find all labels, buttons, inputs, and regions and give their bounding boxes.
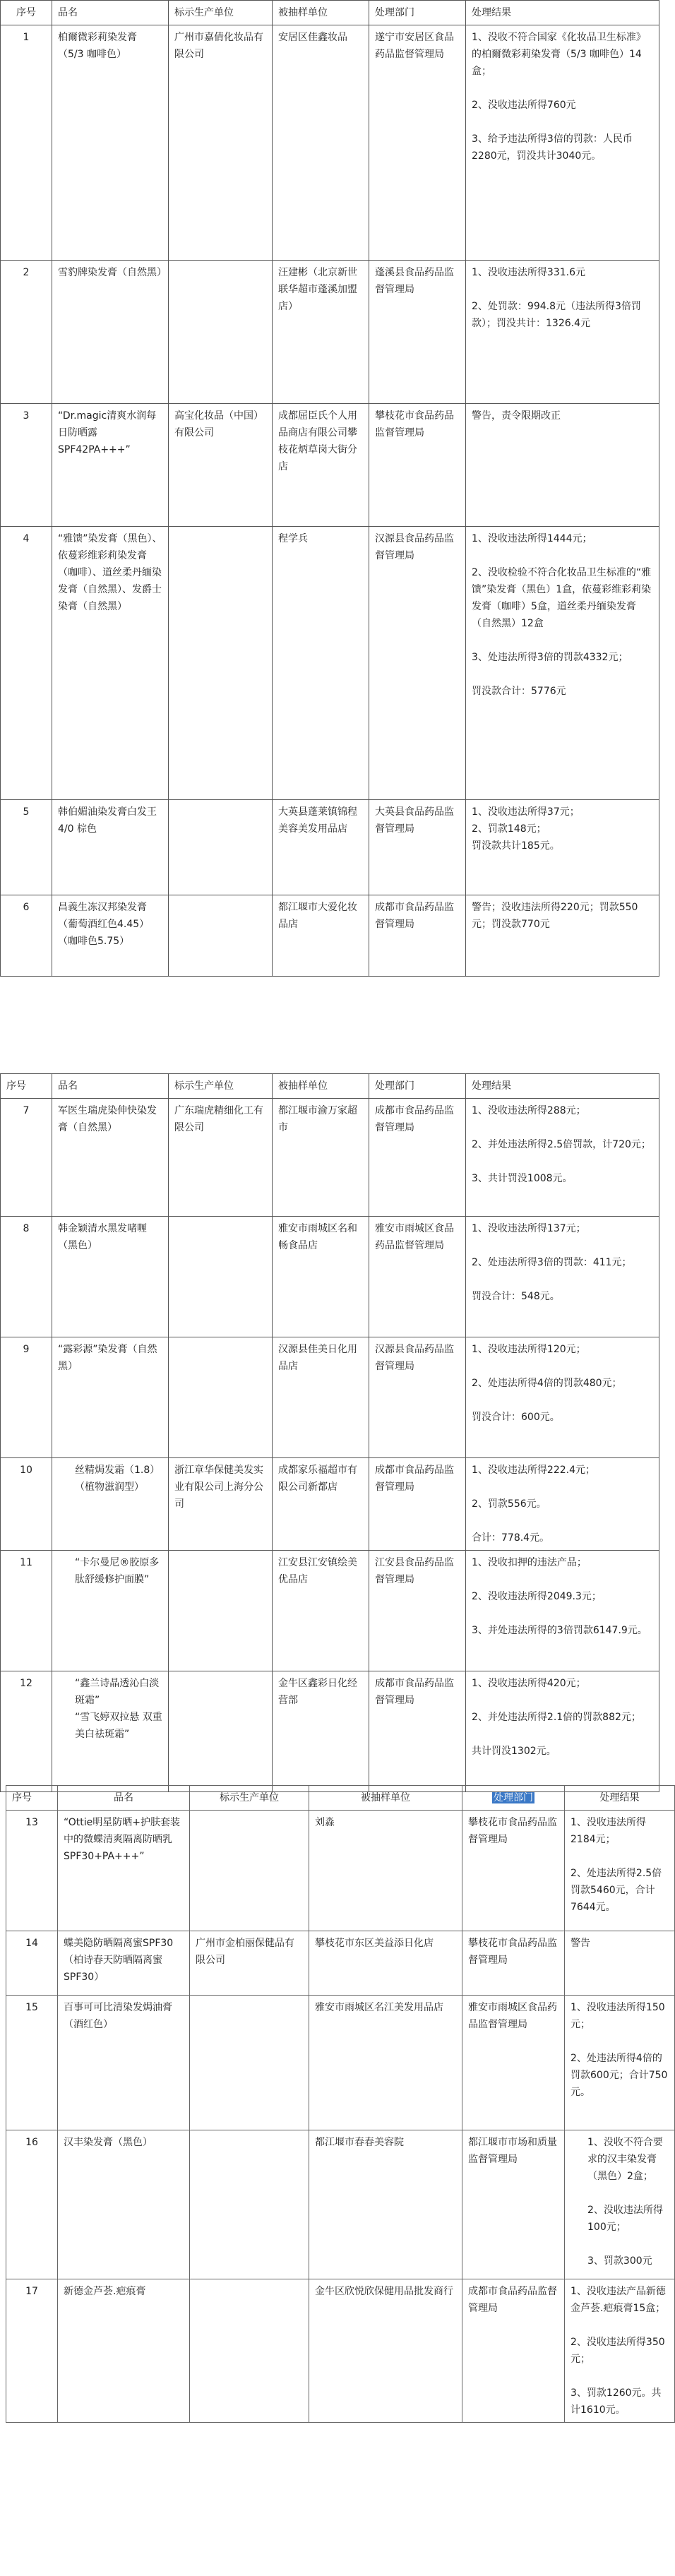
table-row [1,1217,659,1337]
table-row [6,1811,675,1931]
table-row [1,25,659,261]
header-seq: 序号 [1,1074,52,1099]
table-row [1,1337,659,1458]
cell-seq: 13 [6,1811,58,1931]
cell-seq: 14 [6,1931,58,1996]
cell-sampled-unit: 雅安市雨城区名江美发用品店 [309,1996,462,2130]
header-seq: 序号 [6,1786,58,1811]
cell-sampled-unit: 汉源县佳美日化用品店 [273,1337,369,1458]
cell-result: 1、没收扣押的违法产品； 2、没收违法所得2049.3元； 3、并处违法所得的3倍罚款6147.9元。 [466,1551,659,1671]
cell-result: 1、没收违法所得1444元； 2、没收检验不符合化妆品卫生标准的“雅馈”染发膏（黑色）1盒，依蔓彩维彩莉染发膏（咖啡）5盒，道丝柔丹缅染发膏（自然黑）12盒 3、处违法所得3倍的罚款4332元； 罚没款合计：5776元 [466,527,659,800]
cell-sampled-unit: 都江堰市大爱化妆品店 [273,895,369,977]
cell-result: 1、没收违法产品新德金芦荟.疤痕膏15盒； 2、没收违法所得350元； 3、罚款1260元。共计1610元。 [565,2279,675,2423]
header-result: 处理结果 [466,1074,659,1099]
table-row [1,1671,659,1792]
header-product: 品名 [58,1786,190,1811]
table-row [1,895,659,977]
cell-product: 韩伯媚油染发膏白发王4/0 棕色 [52,800,169,895]
cell-department: 攀枝花市食品药品监督管理局 [369,404,466,527]
cell-sampled-unit: 金牛区欣悦欣保健用品批发商行 [309,2279,462,2423]
cell-producer [190,1811,309,1931]
table-header-row [6,1786,675,1811]
cell-result: 1、没收违法所得150元； 2、处违法所得4倍的罚款600元；合计750元。 [565,1996,675,2130]
cell-product: 昌義生冻汉邦染发膏（葡萄酒红色4.45）（咖啡色5.75） [52,895,169,977]
cell-producer [169,1337,273,1458]
table-header-row [1,1,659,25]
cell-sampled-unit: 江安县江安镇绘美优品店 [273,1551,369,1671]
cell-sampled-unit: 成都屈臣氏个人用品商店有限公司攀枝花炳草岗大街分店 [273,404,369,527]
table-row [1,261,659,404]
cell-department: 汉源县食品药品监督管理局 [369,527,466,800]
cell-product: “Ottie明星防晒+护肤套装中的微蝶清爽隔离防晒乳 SPF30+PA+++” [58,1811,190,1931]
cell-sampled-unit: 安居区佳鑫妆品 [273,25,369,261]
table-row [6,1996,675,2130]
sanction-table-part-2 [0,1073,659,1792]
cell-department: 蓬溪县食品药品监督管理局 [369,261,466,404]
cell-result: 1、没收违法所得331.6元 2、处罚款：994.8元（违法所得3倍罚款）；罚没共计：1326.4元 [466,261,659,404]
cell-producer [169,895,273,977]
cell-seq: 5 [1,800,52,895]
cell-result: 1、没收不符合国家《化妆品卫生标准》的柏爾微彩莉染发膏（5/3 咖啡色）14盒； 2、没收违法所得760元 3、给予违法所得3倍的罚款：人民币2280元，罚没共计3040元。 [466,25,659,261]
cell-department: 雅安市雨城区食品药品监督管理局 [369,1217,466,1337]
table-row [1,800,659,895]
cell-department: 成都市食品药品监督管理局 [462,2279,565,2423]
cell-result: 1、没收违法所得288元； 2、并处违法所得2.5倍罚款，计720元； 3、共计罚没1008元。 [466,1099,659,1217]
cell-seq: 9 [1,1337,52,1458]
cell-department: 遂宁市安居区食品药品监督管理局 [369,25,466,261]
cell-product: 百事可可比清染发焗油膏（酒红色） [58,1996,190,2130]
table-row [1,1551,659,1671]
cell-result: 警告；没收违法所得220元；罚款550元；罚没款770元 [466,895,659,977]
cell-department: 雅安市雨城区食品药品监督管理局 [462,1996,565,2130]
cell-sampled-unit: 都江堰市春春美容院 [309,2130,462,2279]
cell-result: 1、没收违法所得222.4元； 2、罚款556元。 合计：778.4元。 [466,1458,659,1551]
table-row [6,2279,675,2423]
cell-department: 成都市食品药品监督管理局 [369,1099,466,1217]
cell-producer [169,261,273,404]
cell-producer [169,1217,273,1337]
header-sampled-unit: 被抽样单位 [273,1074,369,1099]
cell-seq: 1 [1,25,52,261]
cell-producer [169,1671,273,1792]
cell-producer: 广州市金柏丽保健品有限公司 [190,1931,309,1996]
cell-seq: 10 [1,1458,52,1551]
cell-product: 柏爾微彩莉染发膏（5/3 咖啡色） [52,25,169,261]
cell-department: 汉源县食品药品监督管理局 [369,1337,466,1458]
cell-department: 成都市食品药品监督管理局 [369,895,466,977]
cell-product: 新德金芦荟.疤痕膏 [58,2279,190,2423]
table-row [1,404,659,527]
cell-producer [169,527,273,800]
cell-product: “鑫兰诗晶透沁白淡斑霜” “雪飞婷双拉悬 双重美白祛斑霜” [52,1671,169,1792]
cell-product: “露彩源”染发膏（自然黑） [52,1337,169,1458]
cell-seq: 3 [1,404,52,527]
cell-seq: 12 [1,1671,52,1792]
cell-producer: 高宝化妆品（中国）有限公司 [169,404,273,527]
cell-department: 大英县食品药品监督管理局 [369,800,466,895]
cell-result: 警告，责令限期改正 [466,404,659,527]
header-seq: 序号 [1,1,52,25]
cell-department: 攀枝花市食品药品监督管理局 [462,1931,565,1996]
cell-sampled-unit: 雅安市雨城区名和畅食品店 [273,1217,369,1337]
header-result: 处理结果 [466,1,659,25]
cell-department: 都江堰市市场和质量监督管理局 [462,2130,565,2279]
cell-product: “雅馈”染发膏（黑色）、 依蔓彩维彩莉染发膏（咖啡）、道丝柔丹缅染发膏（自然黑）、发爵士染膏（自然黑） [52,527,169,800]
cell-result: 1、没收违法所得420元； 2、并处违法所得2.1倍的罚款882元； 共计罚没1302元。 [466,1671,659,1792]
header-producer: 标示生产单位 [169,1074,273,1099]
cell-producer: 广州市嘉倩化妆品有限公司 [169,25,273,261]
table-row [1,1099,659,1217]
cell-seq: 8 [1,1217,52,1337]
cell-sampled-unit: 程学兵 [273,527,369,800]
cell-result: 1、没收违法所得37元； 2、罚款148元； 罚没款共计185元。 [466,800,659,895]
cell-result: 1、没收违法所得2184元； 2、处违法所得2.5倍罚款5460元，合计7644元。 [565,1811,675,1931]
cell-producer [190,1996,309,2130]
cell-product: 汉丰染发膏（黑色） [58,2130,190,2279]
cell-department: 成都市食品药品监督管理局 [369,1458,466,1551]
cell-sampled-unit: 金牛区鑫彩日化经营部 [273,1671,369,1792]
cell-producer: 广东瑞虎精细化工有限公司 [169,1099,273,1217]
cell-producer [169,800,273,895]
header-result: 处理结果 [565,1786,675,1811]
sanction-table-part-3 [6,1785,675,2423]
cell-department: 攀枝花市食品药品监督管理局 [462,1811,565,1931]
cell-sampled-unit: 汪建彬（北京新世联华超市蓬溪加盟店） [273,261,369,404]
table-row [1,527,659,800]
header-product: 品名 [52,1,169,25]
header-department: 处理部门 [369,1,466,25]
table-row [1,1458,659,1551]
header-department-highlight: 处理部门 [494,1792,533,1803]
cell-product: 雪豹牌染发膏（自然黑） [52,261,169,404]
header-sampled-unit: 被抽样单位 [309,1786,462,1811]
cell-seq: 15 [6,1996,58,2130]
cell-producer [190,2130,309,2279]
cell-seq: 16 [6,2130,58,2279]
cell-department: 成都市食品药品监督管理局 [369,1671,466,1792]
cell-product: 蝶美隐防晒隔离蜜SPF30（柏诗春天防晒隔离蜜SPF30） [58,1931,190,1996]
cell-department: 江安县食品药品监督管理局 [369,1551,466,1671]
cell-seq: 7 [1,1099,52,1217]
cell-seq: 4 [1,527,52,800]
cell-producer [190,2279,309,2423]
cell-result: 1、没收违法所得137元； 2、处违法所得3倍的罚款：411元； 罚没合计：548元。 [466,1217,659,1337]
cell-result: 1、没收不符合要求的汉丰染发膏（黑色）2盒； 2、没收违法所得100元； 3、罚款300元 [565,2130,675,2279]
cell-sampled-unit: 刘淼 [309,1811,462,1931]
cell-product: “卡尔曼尼®胶原多肽舒缓修护面膜” [52,1551,169,1671]
cell-seq: 2 [1,261,52,404]
cell-seq: 11 [1,1551,52,1671]
sanction-table-part-1 [0,0,659,977]
cell-product: 韩金颖清水黑发啫喱（黑色） [52,1217,169,1337]
table-row [6,1931,675,1996]
cell-product: “Dr.magic清爽水润每日防晒露SPF42PA+++” [52,404,169,527]
cell-result: 警告 [565,1931,675,1996]
header-department: 处理部门 [369,1074,466,1099]
cell-product: 丝精焗发霜（1.8）（植物滋润型） [52,1458,169,1551]
header-sampled-unit: 被抽样单位 [273,1,369,25]
cell-sampled-unit: 成都家乐福超市有限公司新都店 [273,1458,369,1551]
header-product: 品名 [52,1074,169,1099]
cell-result: 1、没收违法所得120元； 2、处违法所得4倍的罚款480元； 罚没合计：600元。 [466,1337,659,1458]
cell-product: 军医生瑞虎染伸快染发膏（自然黑） [52,1099,169,1217]
cell-producer [169,1551,273,1671]
cell-sampled-unit: 大英县蓬莱镇锦程美容美发用品店 [273,800,369,895]
header-producer: 标示生产单位 [169,1,273,25]
table-header-row [1,1074,659,1099]
header-department [462,1786,565,1811]
cell-producer: 浙江章华保健美发实业有限公司上海分公司 [169,1458,273,1551]
cell-sampled-unit: 都江堰市渝万家超市 [273,1099,369,1217]
cell-seq: 6 [1,895,52,977]
header-producer: 标示生产单位 [190,1786,309,1811]
cell-seq: 17 [6,2279,58,2423]
cell-sampled-unit: 攀枝花市东区美益添日化店 [309,1931,462,1996]
table-row [6,2130,675,2279]
